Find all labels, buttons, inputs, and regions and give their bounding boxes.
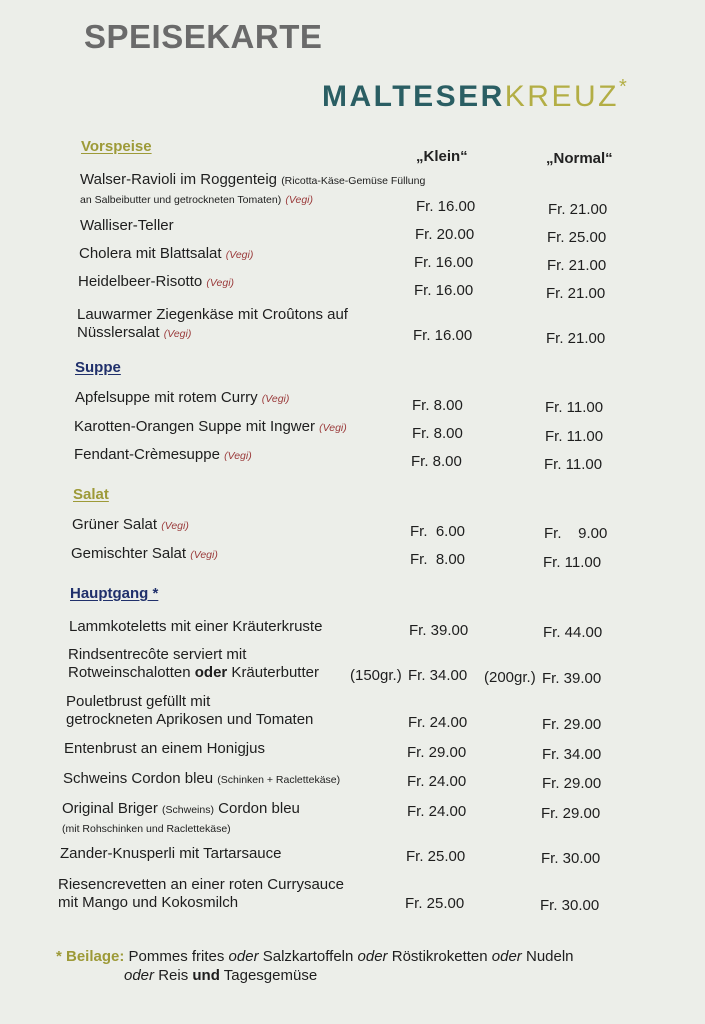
vegi-label: (Vegi) (224, 450, 252, 462)
price-klein: Fr. 8.00 (411, 453, 462, 470)
vegi-label: (Vegi) (225, 249, 254, 261)
price-normal: Fr. 11.00 (544, 456, 603, 473)
price-normal: Fr. 9.00 (544, 525, 608, 542)
section-salat: Salat (73, 486, 109, 503)
price-normal: Fr. 30.00 (540, 897, 600, 914)
beilage-note (56, 947, 656, 985)
item-name: Rindsentrecôte serviert mit (68, 646, 247, 663)
vegi-label: (Vegi) (285, 194, 313, 206)
vegi-label: (Vegi) (190, 549, 218, 561)
vegi-label: (Vegi) (319, 422, 347, 434)
beilage-text: Röstikroketten (387, 948, 492, 965)
menu-item (79, 245, 253, 264)
item-name: Cordon bleu (218, 800, 300, 817)
beilage-und: und (192, 967, 220, 984)
price-normal: Fr. 11.00 (545, 428, 604, 445)
price-klein: Fr. 24.00 (407, 803, 467, 820)
price-normal: Fr. 11.00 (545, 399, 604, 416)
vegi-label: (Vegi) (163, 328, 192, 340)
price-normal: Fr. 29.00 (541, 805, 601, 822)
price-normal: Fr. 29.00 (542, 775, 602, 792)
item-desc: (Ricotta-Käse-Gemüse Füllung (281, 175, 426, 187)
beilage-label: * Beilage: (56, 948, 125, 965)
beilage-text: Nudeln (521, 948, 574, 965)
item-name: Fendant-Crèmesuppe (74, 446, 220, 463)
section-vorspeise: Vorspeise (81, 138, 152, 155)
section-suppe: Suppe (75, 359, 121, 376)
price-normal: Fr. 44.00 (543, 624, 603, 641)
price-klein: Fr. 29.00 (407, 744, 467, 761)
column-header-normal: „Normal“ (546, 150, 613, 167)
menu-item (78, 273, 234, 292)
beilage-oder: oder (357, 948, 388, 965)
price-normal: Fr. 25.00 (547, 229, 607, 246)
menu-item (60, 845, 281, 863)
price-klein: Fr. 25.00 (405, 895, 465, 912)
item-name: Lammkoteletts mit einer Kräuterkruste (69, 618, 323, 635)
price-normal: Fr. 21.00 (546, 330, 606, 347)
price-klein: Fr. 16.00 (416, 198, 476, 215)
menu-item (62, 800, 300, 837)
beilage-oder: oder (124, 967, 155, 984)
item-name: Pouletbrust gefüllt mit (66, 693, 211, 710)
price-klein: Fr. 8.00 (412, 425, 463, 442)
item-name: Grüner Salat (72, 516, 158, 533)
price-klein: Fr. 6.00 (410, 523, 466, 540)
menu-item (74, 446, 252, 465)
item-name: Karotten-Orangen Suppe mit Ingwer (74, 418, 315, 435)
price-klein: Fr. 34.00 (408, 667, 468, 684)
brand-logo (322, 76, 630, 114)
price-klein: Fr. 24.00 (407, 773, 467, 790)
item-desc: (Schweins) (162, 804, 214, 816)
price-klein: Fr. 20.00 (415, 226, 475, 243)
menu-item (72, 516, 189, 535)
vegi-label: (Vegi) (161, 520, 189, 532)
size-klein: (150gr.) (350, 667, 402, 684)
menu-item (68, 646, 319, 682)
item-name: Apfelsuppe mit rotem Curry (75, 389, 258, 406)
price-normal: Fr. 34.00 (542, 746, 602, 763)
price-klein: Fr. 25.00 (406, 848, 466, 865)
vegi-label: (Vegi) (206, 277, 235, 289)
size-normal: (200gr.) (484, 669, 536, 686)
menu-item (64, 740, 265, 758)
item-name: Riesencrevetten an einer roten Currysauce (58, 876, 344, 893)
brand-part-1: MALTESER (322, 80, 505, 113)
item-desc: (mit Rohschinken und Raclettekäse) (62, 823, 231, 835)
item-name: Heidelbeer-Risotto (78, 273, 203, 290)
menu-item (77, 306, 348, 343)
item-name: Rotweinschalotten (68, 664, 195, 681)
price-normal: Fr. 11.00 (543, 554, 602, 571)
beilage-oder: oder (228, 948, 259, 965)
price-klein: Fr. 8.00 (412, 397, 463, 414)
menu-item (63, 770, 340, 789)
price-normal: Fr. 21.00 (548, 201, 608, 218)
price-klein: Fr. 24.00 (408, 714, 468, 731)
menu-item (58, 876, 344, 912)
menu-item (80, 217, 174, 235)
column-header-klein: „Klein“ (416, 148, 468, 165)
menu-item (69, 618, 322, 636)
item-name: Zander-Knusperli mit Tartarsauce (60, 845, 282, 862)
brand-star-icon: * (618, 76, 630, 98)
price-normal: Fr. 21.00 (547, 257, 607, 274)
brand-part-2: KREUZ (504, 80, 619, 113)
item-name: Original Briger (62, 800, 158, 817)
item-name: Schweins Cordon bleu (63, 770, 214, 787)
menu-item (66, 693, 313, 729)
menu-title: SPEISEKARTE (84, 18, 323, 55)
beilage-text: Salzkartoffeln (258, 948, 358, 965)
menu-item (74, 418, 347, 437)
menu-item (80, 171, 425, 209)
item-name: Walliser-Teller (80, 217, 174, 234)
price-klein: Fr. 39.00 (409, 622, 469, 639)
item-name: Entenbrust an einem Honigjus (64, 740, 265, 757)
price-klein: Fr. 16.00 (414, 254, 474, 271)
beilage-oder: oder (491, 948, 522, 965)
item-name: Nüsslersalat (77, 324, 160, 341)
item-name: getrockneten Aprikosen und Tomaten (66, 711, 314, 728)
menu-item (71, 545, 218, 564)
item-name: Kräuterbutter (227, 664, 319, 681)
item-name: Walser-Ravioli im Roggenteig (80, 171, 278, 188)
price-normal: Fr. 21.00 (546, 285, 606, 302)
item-desc: (Schinken + Raclettekäse) (217, 774, 341, 786)
item-name: Gemischter Salat (71, 545, 187, 562)
item-name: Lauwarmer Ziegenkäse mit Croûtons auf (77, 306, 348, 323)
price-normal: Fr. 30.00 (541, 850, 601, 867)
item-name: Cholera mit Blattsalat (79, 245, 222, 262)
beilage-text: Tagesgemüse (219, 967, 318, 984)
price-klein: Fr. 16.00 (414, 282, 474, 299)
price-normal: Fr. 29.00 (542, 716, 602, 733)
price-normal: Fr. 39.00 (542, 670, 602, 687)
beilage-text: Pommes frites (124, 948, 229, 965)
menu-item (75, 389, 289, 408)
item-desc: an Salbeibutter und getrockneten Tomaten) (80, 194, 282, 206)
price-klein: Fr. 8.00 (410, 551, 466, 568)
item-name: mit Mango und Kokosmilch (58, 894, 239, 911)
item-name-oder: oder (194, 664, 228, 681)
section-hauptgang: Hauptgang * (70, 585, 159, 602)
beilage-text: Reis (154, 967, 193, 984)
price-klein: Fr. 16.00 (413, 327, 473, 344)
vegi-label: (Vegi) (261, 393, 290, 405)
